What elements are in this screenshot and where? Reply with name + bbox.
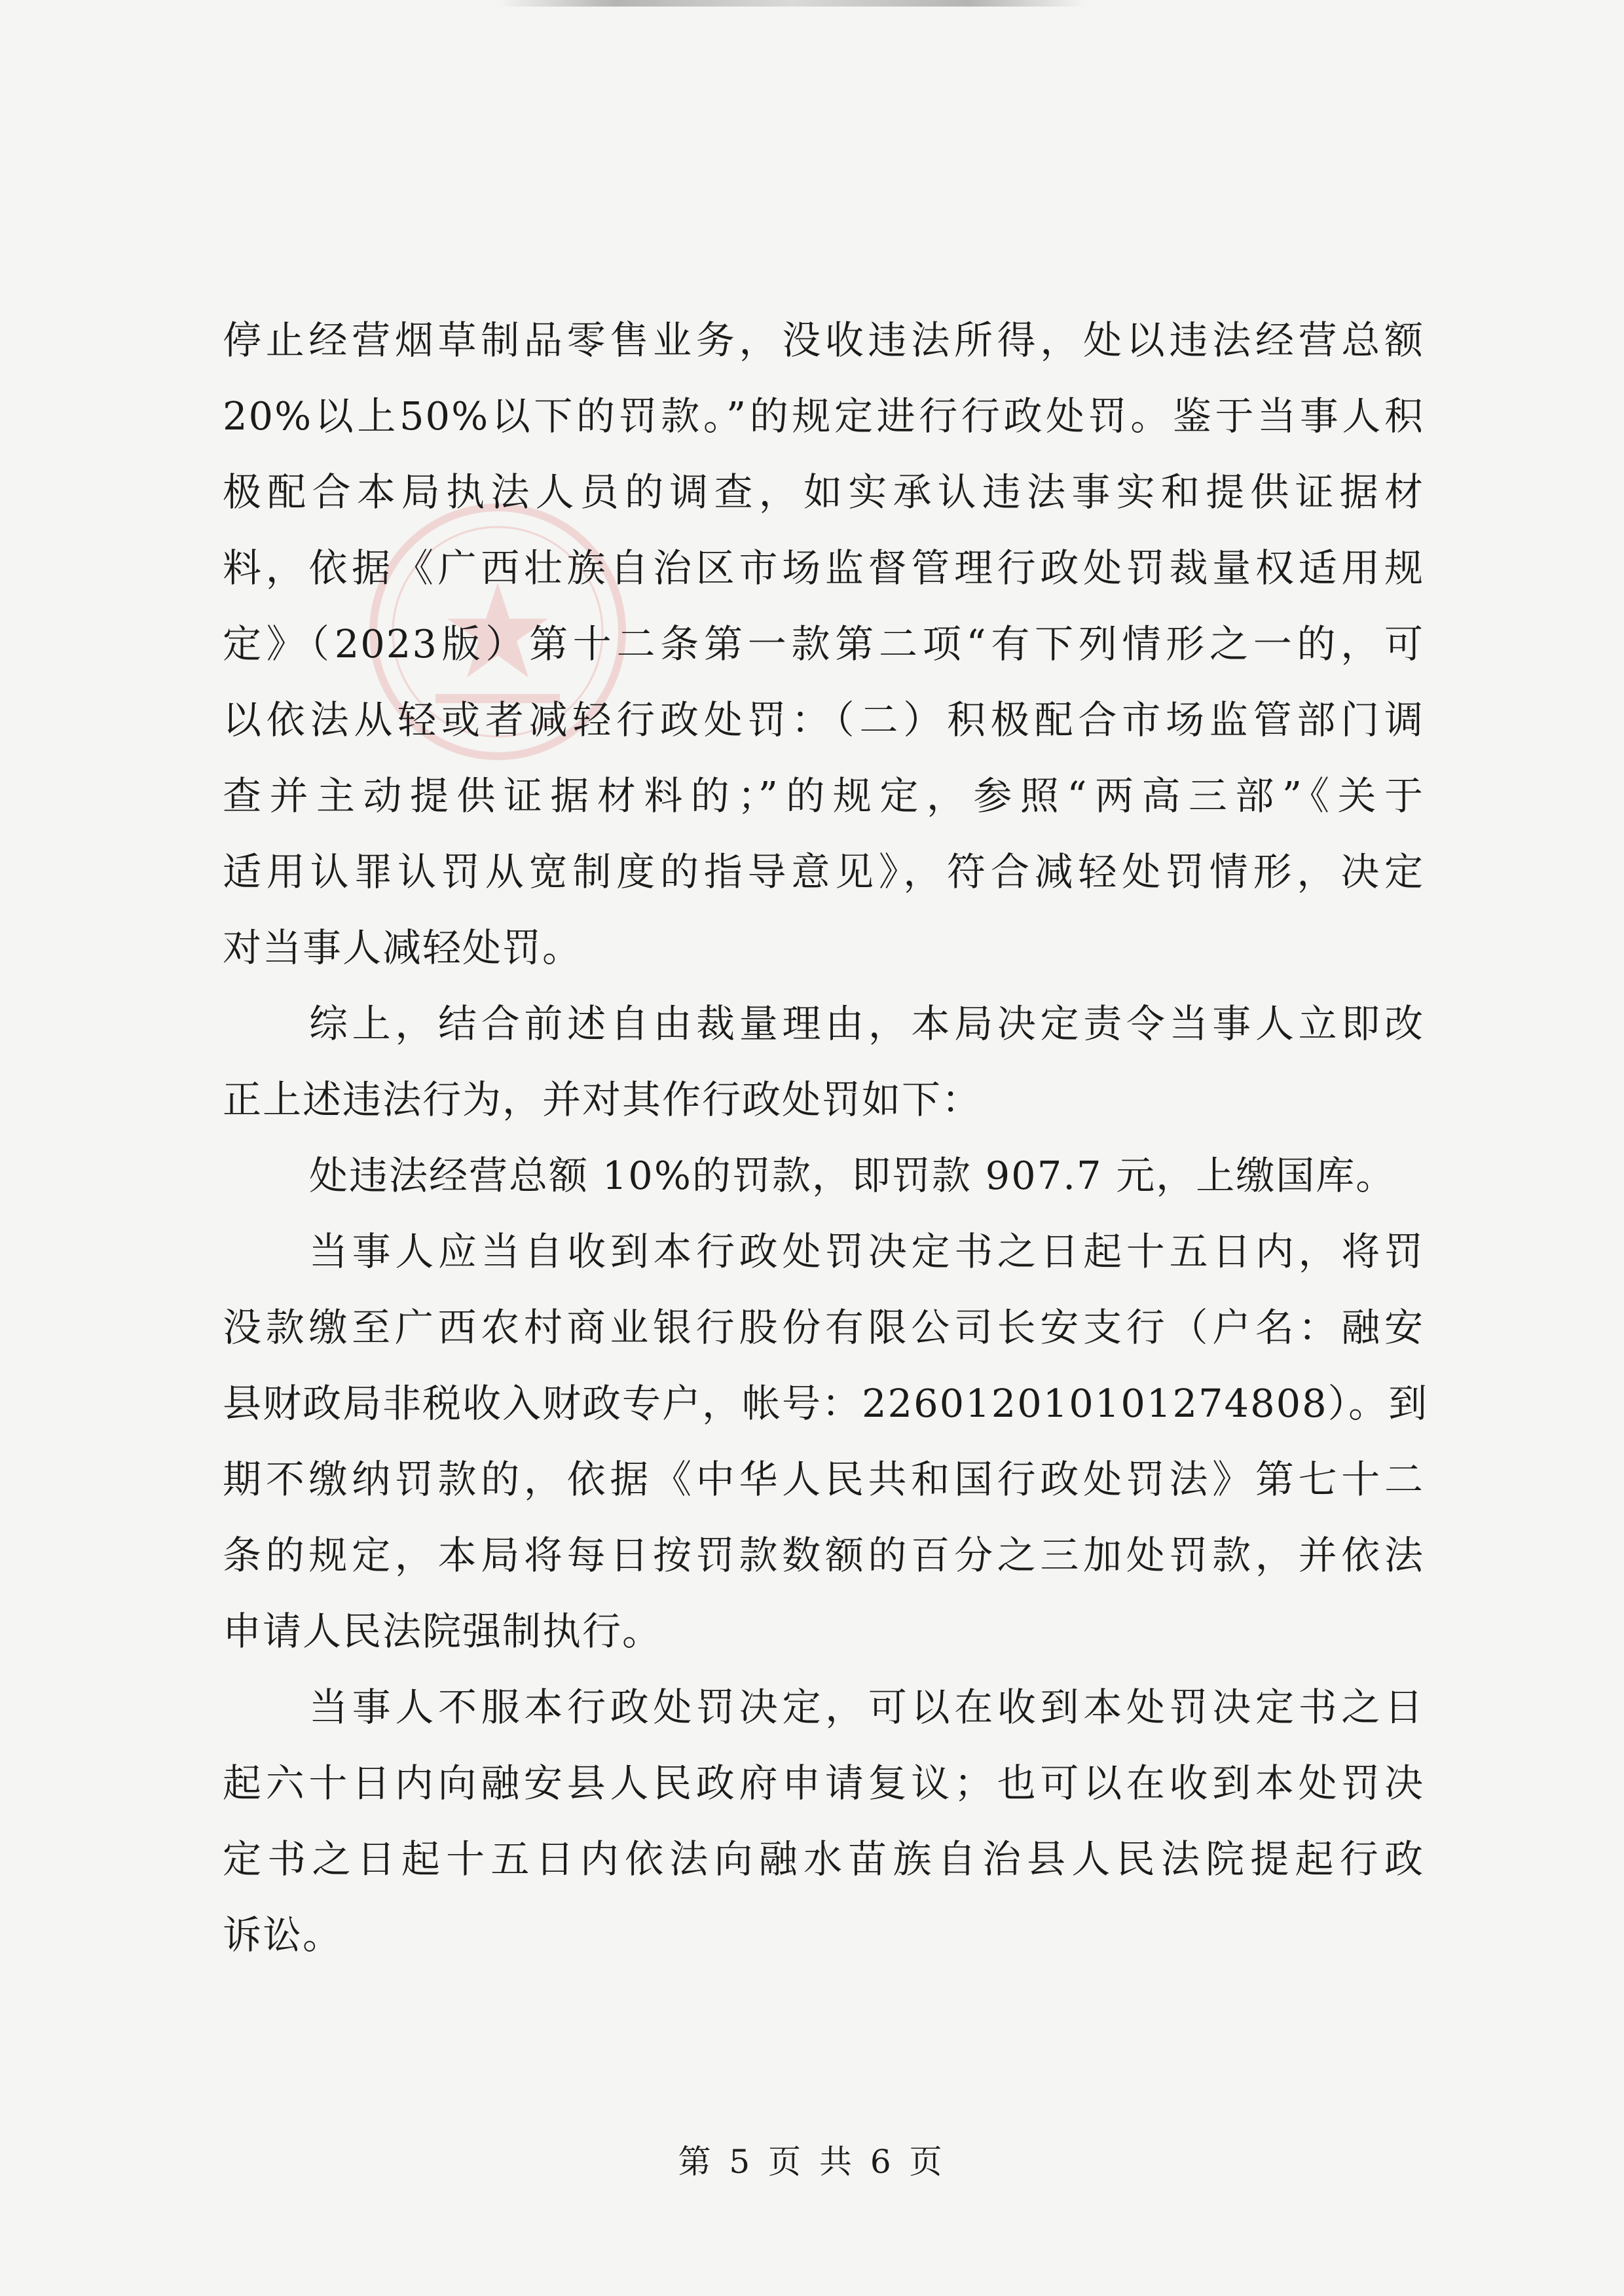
text-line: 定书之日起十五日内依法向融水苗族自治县人民法院提起行政 [223,1836,1424,1882]
text-line: 县财政局非税收入财政专户，帐号：226012010101274808）。到 [223,1381,1429,1426]
text-line: 极配合本局执法人员的调查，如实承认违法事实和提供证据材 [223,469,1424,515]
text-line: 期不缴纳罚款的，依据《中华人民共和国行政处罚法》第七十二 [223,1457,1424,1502]
text-line: 没款缴至广西农村商业银行股份有限公司长安支行（户名：融安 [223,1305,1424,1350]
text-line: 适用认罪认罚从宽制度的指导意见》，符合减轻处罚情形，决定 [223,849,1424,894]
text-line: 正上述违法行为，并对其作行政处罚如下： [223,1077,982,1122]
paragraph-5 [223,1669,1424,1973]
text-line: 查并主动提供证据材料的；”的规定，参照“两高三部”《关于 [223,773,1424,818]
text-line: 停止经营烟草制品零售业务，没收违法所得，处以违法经营总额 [223,318,1424,363]
paragraph-4 [223,1214,1429,1669]
paragraph-1 [223,302,1424,986]
document-body [223,302,1429,1973]
paragraph-3 [223,1138,1424,1214]
text-line: 处违法经营总额 10%的罚款，即罚款 907.7 元，上缴国库。 [309,1153,1396,1198]
text-line: 对当事人减轻处罚。 [223,925,583,970]
text-line: 当事人应当自收到本行政处罚决定书之日起十五日内，将罚 [309,1229,1424,1274]
text-line: 料，依据《广西壮族自治区市场监督管理行政处罚裁量权适用规 [223,545,1424,591]
text-line: 20%以上50%以下的罚款。”的规定进行行政处罚。鉴于当事人积 [223,393,1424,439]
text-line: 条的规定，本局将每日按罚款数额的百分之三加处罚款，并依法 [223,1533,1424,1578]
text-line: 诉讼。 [223,1912,343,1958]
text-line: 当事人不服本行政处罚决定，可以在收到本处罚决定书之日 [309,1685,1424,1730]
paragraph-2 [223,986,1424,1138]
text-line: 起六十日内向融安县人民政府申请复议；也可以在收到本处罚决 [223,1760,1424,1806]
text-line: 综上，结合前述自由裁量理由，本局决定责令当事人立即改 [309,1001,1424,1046]
text-line: 以依法从轻或者减轻行政处罚：（二）积极配合市场监管部门调 [223,697,1424,742]
text-line: 申请人民法院强制执行。 [223,1609,663,1654]
page-number-footer: 第 5 页 共 6 页 [678,2143,946,2181]
text-line: 定》（2023版）第十二条第一款第二项“有下列情形之一的，可 [223,621,1424,666]
scan-edge-artifact [498,0,1087,7]
